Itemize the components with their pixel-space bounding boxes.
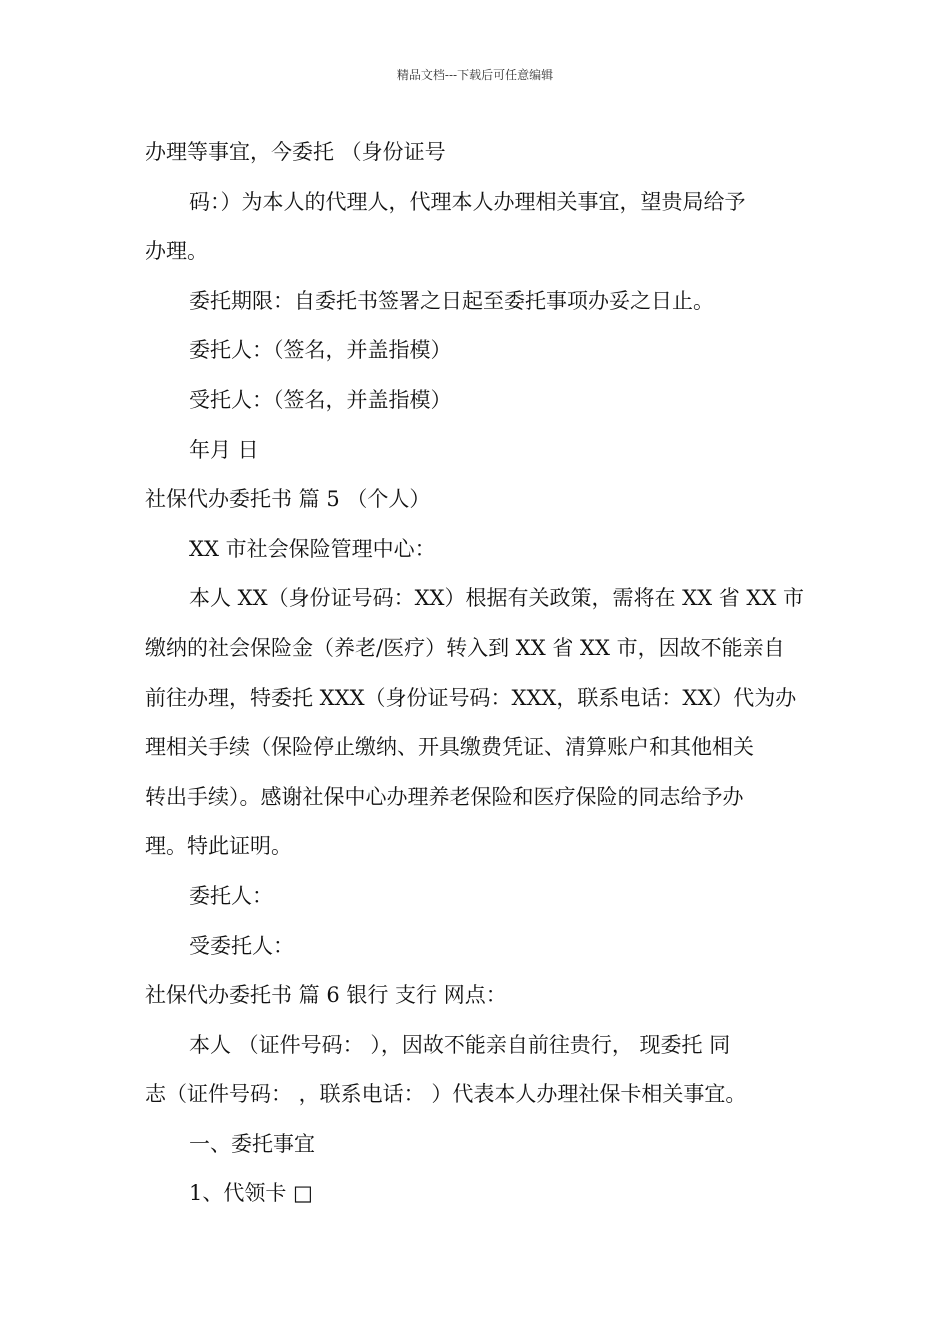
- text-line: 年月 日: [189, 437, 259, 462]
- text-line: 受托人：（签名，并盖指模）: [189, 387, 452, 412]
- text-line: 前往办理，特委托 XXX（身份证号码：XXX，联系电话：XX）代为办: [145, 685, 797, 710]
- text-line: 1、代领卡 □: [189, 1181, 313, 1206]
- text-line: 缴纳的社会保险金（养老/医疗）转入到 XX 省 XX 市，因故不能亲自: [145, 635, 785, 660]
- text-line: 理。特此证明。: [145, 834, 292, 859]
- text-line: 办理。: [145, 239, 208, 264]
- text-line: 志（证件号码： ，联系电话： ）代表本人办理社保卡相关事宜。: [145, 1082, 747, 1107]
- text-line: 办理等事宜，今委托 （身份证号: [145, 140, 446, 164]
- text-line: 社保代办委托书 篇 5 （个人）: [145, 487, 431, 512]
- text-line: 码：）为本人的代理人，代理本人办理相关事宜，望贵局给予: [189, 189, 746, 214]
- page-header: 精品文档---下载后可任意编辑: [396, 68, 554, 82]
- text-line: 转出手续）。感谢社保中心办理养老保险和医疗保险的同志给予办: [145, 784, 744, 809]
- text-line: 本人 XX（身份证号码：XX）根据有关政策，需将在 XX 省 XX 市: [189, 586, 804, 611]
- text-line: 委托期限：自委托书签署之日起至委托事项办妥之日止。: [189, 288, 714, 313]
- text-line: XX 市社会保险管理中心：: [189, 536, 436, 561]
- text-line: 委托人：: [189, 883, 273, 908]
- text-line: 本人 （证件号码： ），因故不能亲自前往贵行， 现委托 同: [189, 1032, 731, 1057]
- text-line: 社保代办委托书 篇 6 银行 支行 网点：: [145, 983, 507, 1008]
- document-body: [145, 128, 810, 1219]
- text-line: 受委托人：: [189, 933, 294, 958]
- text-line: 理相关手续（保险停止缴纳、开具缴费凭证、清算账户和其他相关: [145, 735, 754, 760]
- text-line: 一、委托事宜: [189, 1131, 315, 1156]
- text-line: 委托人：（签名，并盖指模）: [189, 338, 452, 363]
